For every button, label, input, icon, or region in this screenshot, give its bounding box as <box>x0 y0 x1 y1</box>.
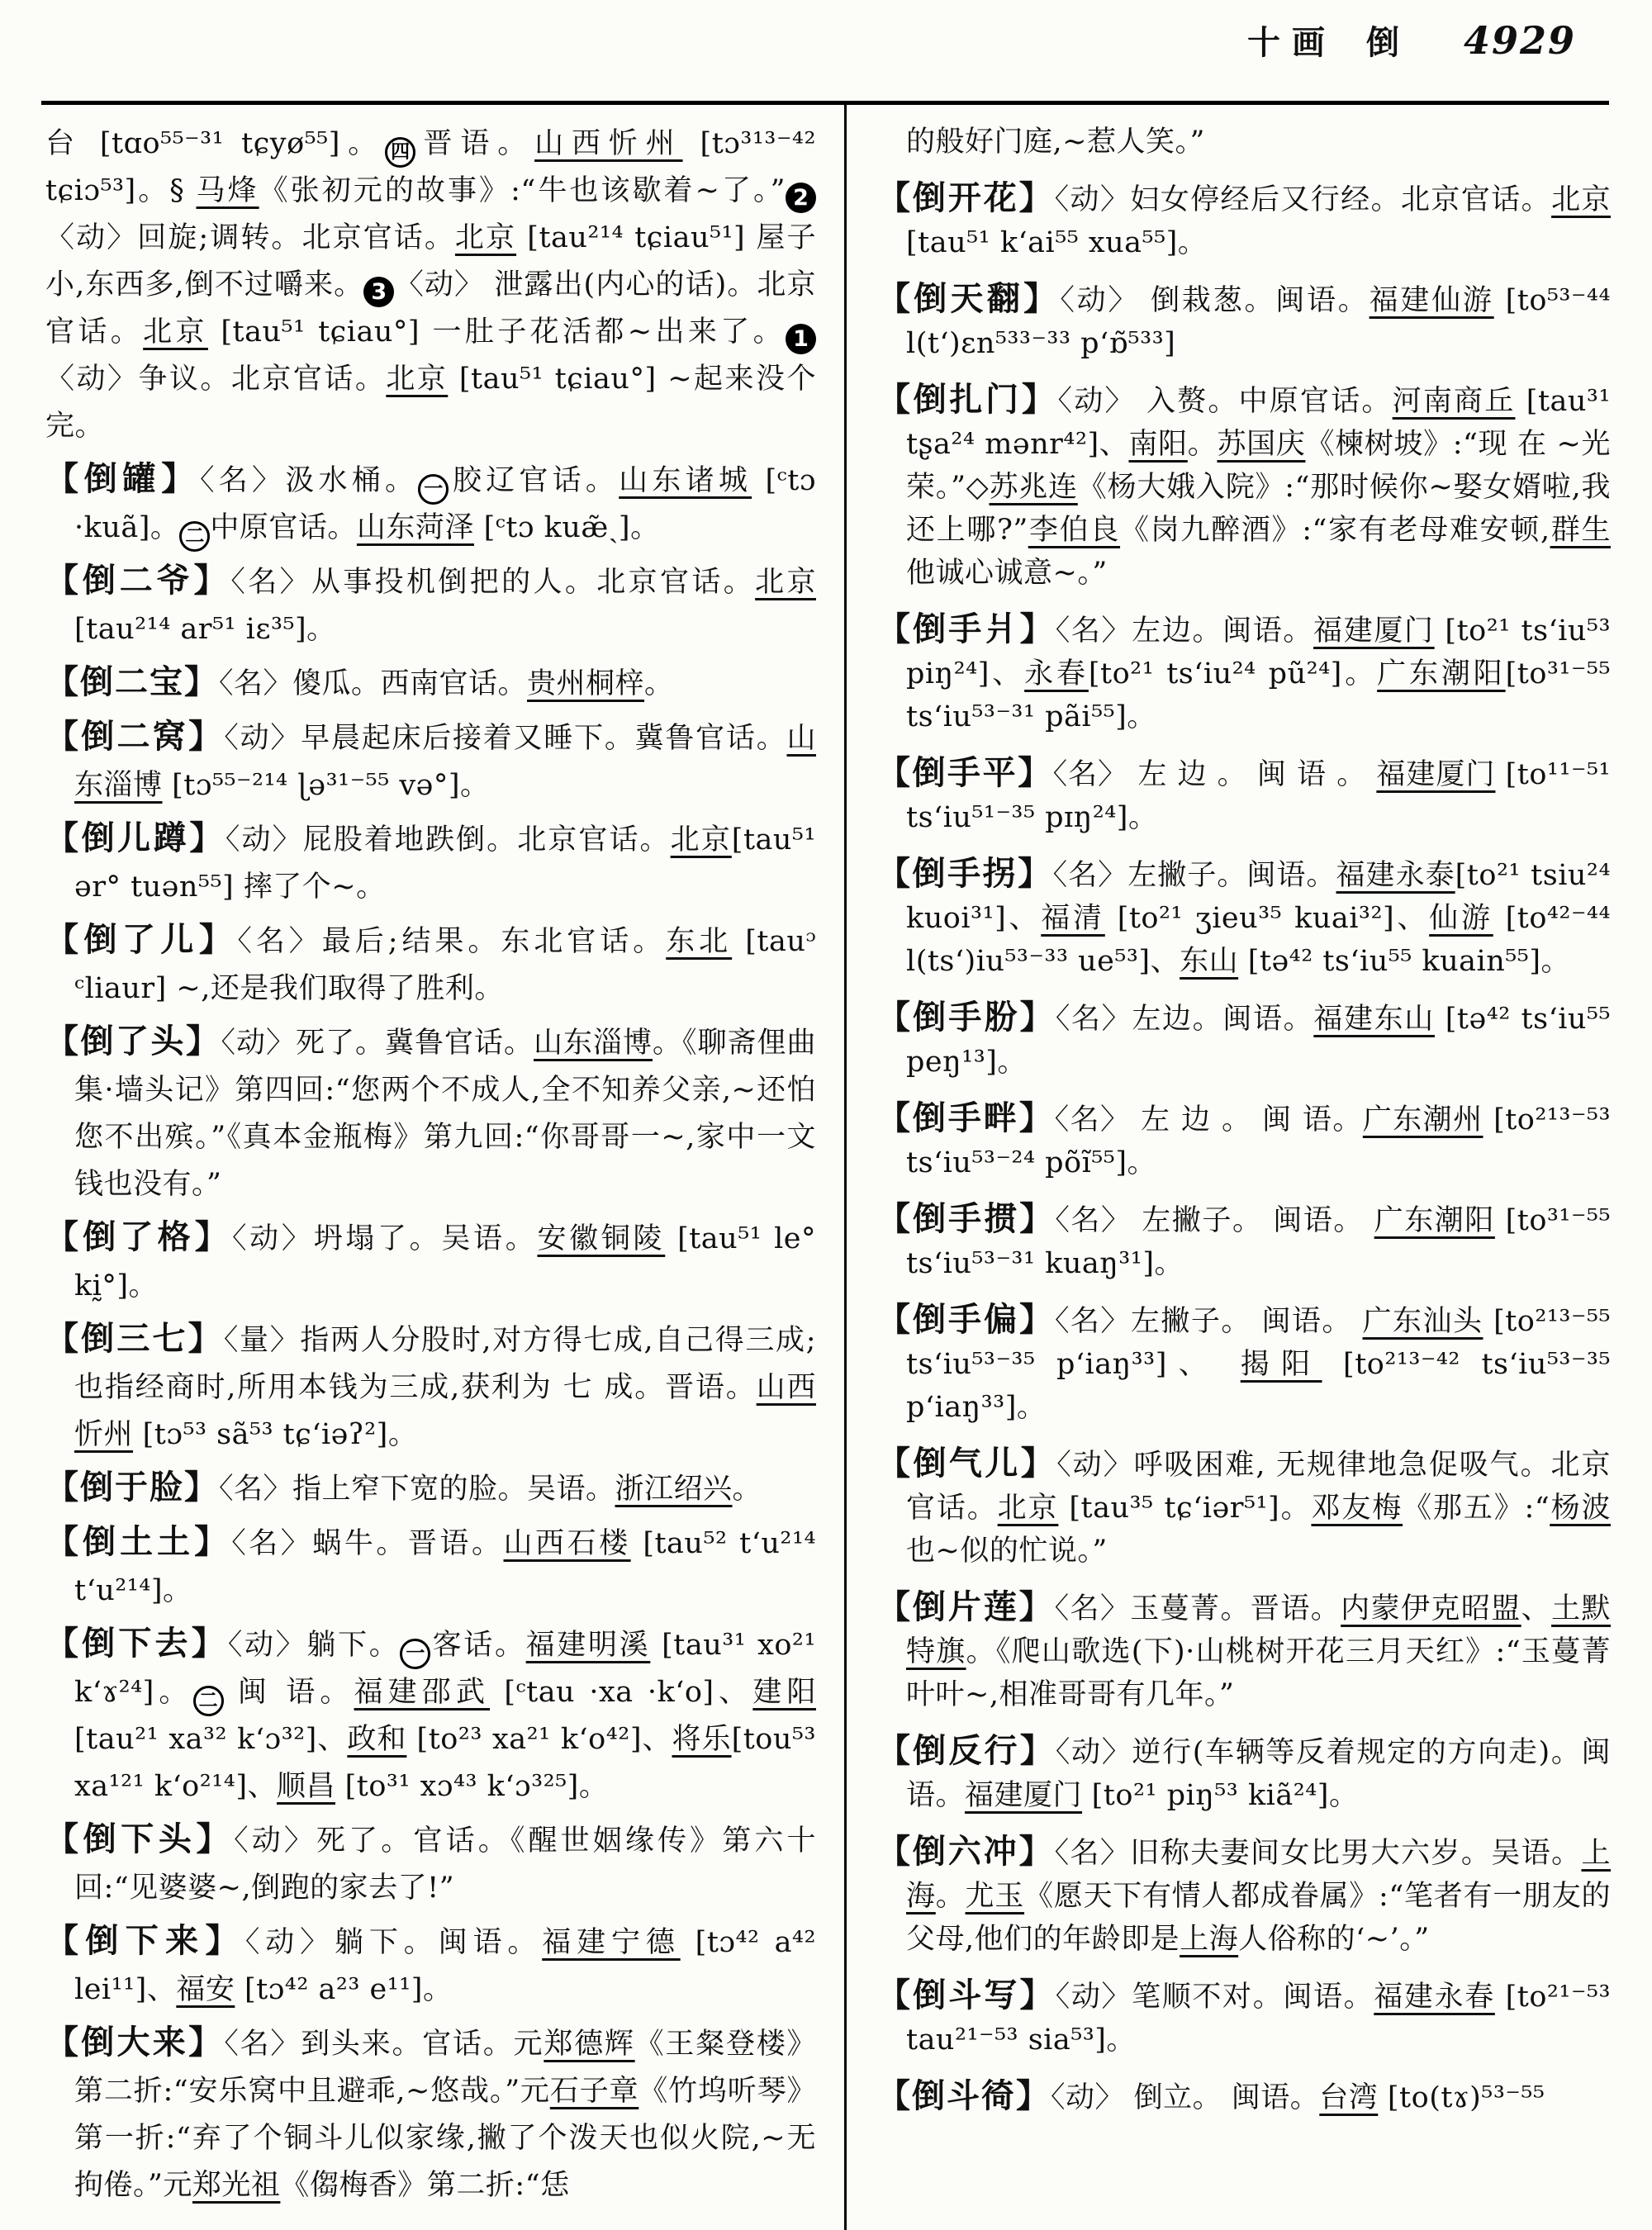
text-run: 〈动〉回旋;调转。北京官话。 <box>45 221 455 254</box>
right-column <box>877 121 1611 2133</box>
dictionary-entry <box>45 916 816 1013</box>
text-run: 胶辽官话。 <box>449 464 620 497</box>
text-run: [tau⁵² t‘u²¹⁴ t‘u²¹⁴]。 <box>74 1527 817 1607</box>
top-rule <box>41 101 1609 105</box>
text-run: [tɔ³¹³⁻⁴² tɕiɔ⁵³]。§ <box>45 127 816 207</box>
text-run: 《岗九醉酒》:“家有老母难安顿, <box>1120 514 1550 547</box>
text-run: [ᶜtau ·xa ·k‘o]、 <box>490 1676 753 1709</box>
text-run: 〈动〉笔顺不对。闽语。 <box>1055 1981 1374 2014</box>
proper-name-underlined: 建阳 <box>752 1676 816 1709</box>
entry-headword: 【倒斗徛】 <box>877 2076 1051 2115</box>
entry-headword: 【倒反行】 <box>877 1731 1056 1770</box>
dictionary-entry <box>45 1518 816 1615</box>
text-run: [tou⁵³ xa¹²¹ k‘o²¹⁴]、 <box>74 1723 816 1803</box>
text-run: 〈动〉妇女停经后又行经。北京官话。 <box>1054 183 1552 216</box>
proper-name-underlined: 土默特旗 <box>906 1592 1611 1668</box>
text-run: 《张初元的故事》:“牛也该歇着~了。” <box>259 174 786 207</box>
proper-name-underlined: 尤玉 <box>965 1880 1025 1913</box>
subsense-circled-number: 四 <box>385 137 415 168</box>
proper-name-underlined: 揭阳 <box>1240 1348 1322 1381</box>
text-run: [ᶜtɔ kuæ̃ˏ]。 <box>473 511 660 544</box>
text-run: 〈动〉 倒栽葱。闽语。 <box>1060 284 1370 317</box>
text-run: [to²¹ ts‘iu²⁴ pũ²⁴]。 <box>1088 657 1378 690</box>
text-run: [to¹¹⁻⁵¹ ts‘iu⁵¹⁻³⁵ pɪŋ²⁴]。 <box>906 758 1612 834</box>
dictionary-entry <box>45 455 816 552</box>
entry-headword: 【倒手拐】 <box>877 854 1053 893</box>
text-run: [tɔ⁵³ sã⁵³ tɕ‘iəʔ²]。 <box>133 1418 418 1451</box>
text-run: [to²¹³⁻⁴² ts‘iu⁵³⁻³⁵ p‘iaŋ³³]。 <box>906 1348 1611 1424</box>
entry-headword: 【倒下去】 <box>45 1624 228 1663</box>
text-run: [to²¹³⁻⁵⁵ ts‘iu⁵³⁻³⁵ p‘iaŋ³³]、 <box>906 1305 1611 1381</box>
entry-headword: 【倒手掼】 <box>877 1199 1056 1238</box>
proper-name-underlined: 安徽铜陵 <box>537 1222 666 1255</box>
proper-name-underlined: 福安 <box>176 1973 235 2006</box>
text-run: 〈名〉左撇子。闽语。 <box>1052 859 1336 892</box>
text-run: [tɔ⁵⁵⁻²¹⁴ ɭə³¹⁻⁵⁵ və°]。 <box>162 769 490 802</box>
text-run: 〈名〉指上窄下宽的脸。吴语。 <box>219 1473 615 1506</box>
entry-headword: 【倒罐】 <box>45 459 200 498</box>
text-run: 。 <box>1187 428 1218 461</box>
proper-name-underlined: 福建明溪 <box>525 1629 651 1662</box>
proper-name-underlined: 杨波 <box>1550 1492 1611 1525</box>
proper-name-underlined: 山东诸城 <box>619 464 752 497</box>
text-run: [to²¹ ʒieu³⁵ kuai³²]、 <box>1104 902 1430 935</box>
entry-headword: 【倒了头】 <box>45 1022 221 1060</box>
text-run: 〈动〉早晨起床后接着又睡下。冀鲁官话。 <box>224 722 787 755</box>
entry-headword: 【倒片莲】 <box>877 1587 1055 1626</box>
text-run: 《那五》:“ <box>1403 1492 1550 1525</box>
text-run: [to³¹⁻⁵⁵ ts‘iu⁵³⁻³¹ kuaŋ³¹]。 <box>906 1204 1611 1280</box>
text-run: 〈名〉左边。闽语。 <box>1055 1003 1314 1036</box>
text-run: [to³¹ xɔ⁴³ k‘ɔ³²⁵]。 <box>335 1770 609 1803</box>
proper-name-underlined: 顺昌 <box>276 1770 335 1803</box>
entry-headword: 【倒六冲】 <box>877 1832 1055 1871</box>
text-run: 他诚心诚意~。” <box>906 557 1108 590</box>
text-run: 〈动〉 入赘。中原官话。 <box>1057 385 1393 418</box>
text-run: 〈名〉左撇子。 闽语。 <box>1054 1305 1363 1338</box>
left-column <box>45 121 816 2214</box>
proper-name-underlined: 群生 <box>1550 514 1611 547</box>
proper-name-underlined: 永春 <box>1024 657 1089 690</box>
proper-name-underlined: 福清 <box>1041 902 1105 935</box>
proper-name-underlined: 福建厦门 <box>965 1779 1083 1812</box>
proper-name-underlined: 上海 <box>1180 1923 1239 1956</box>
proper-name-underlined: 福建厦门 <box>1313 614 1435 648</box>
header-section-label: 十画 <box>1246 23 1336 62</box>
dictionary-entry <box>877 1298 1611 1429</box>
text-run: [tə⁴² ts‘iu⁵⁵ peŋ¹³]。 <box>906 1003 1611 1079</box>
subsense-circled-number: 一 <box>418 474 449 505</box>
proper-name-underlined: 山西忻州 <box>534 127 683 160</box>
entry-headword: 【倒二宝】 <box>45 662 219 701</box>
entry-headword: 【倒二爷】 <box>45 561 231 600</box>
dictionary-entry <box>45 1815 816 1912</box>
text-run: 也~似的忙说。” <box>906 1535 1108 1568</box>
text-run: 〈动〉 倒立。 闽语。 <box>1051 2081 1320 2114</box>
proper-name-underlined: 福建永春 <box>1374 1981 1495 2014</box>
text-run: 。《聊斋俚曲集·墙头记》第四回:“您两个不成人,全不知养父亲,~还怕您不出殡。”《真本金瓶梅》第九回:“你哥哥一~,家中一文钱也没有。” <box>74 1027 816 1201</box>
text-run: [tauᵓ ᶜliaur] ~,还是我们取得了胜利。 <box>74 925 816 1005</box>
text-run: 的般好门庭,~惹人笑。” <box>906 126 1205 159</box>
text-run: 〈名〉旧称夫妻间女比男大六岁。吴语。 <box>1054 1837 1582 1870</box>
sense-number-badge: 2 <box>786 183 816 213</box>
text-run: [to⁵³⁻⁴⁴ l(t‘)ɛn⁵³³⁻³³ p‘ɒ̃⁵³³] <box>906 284 1611 360</box>
proper-name-underlined: 苏国庆 <box>1217 428 1306 461</box>
text-run: 。《爬山歌选(下)·山桃树开花三月天红》:“玉蔓菁叶叶~,相准哥哥有几年。” <box>906 1635 1611 1711</box>
text-run: [tə⁴² ts‘iu⁵⁵ kuain⁵⁵]。 <box>1238 945 1570 978</box>
text-run: 〈名〉 左 边 。 闽 语。 <box>1054 1103 1363 1136</box>
entry-headword: 【倒了格】 <box>45 1217 232 1256</box>
proper-name-underlined: 山东淄博 <box>74 722 816 802</box>
text-run: [tau⁵¹ le° kḭ°]。 <box>74 1222 816 1302</box>
text-run: 台 [tɑo⁵⁵⁻³¹ tɕyø⁵⁵]。 <box>45 127 386 160</box>
proper-name-underlined: 福建永泰 <box>1336 859 1455 892</box>
page-header <box>1247 17 1576 64</box>
proper-name-underlined: 贵州桐梓 <box>527 667 645 700</box>
text-run: 〈动〉 泄露出(内心的话)。北京官话。 <box>45 268 816 349</box>
proper-name-underlined: 东北 <box>666 925 733 958</box>
entry-headword: 【倒于脸】 <box>45 1468 219 1506</box>
proper-name-underlined: 广东潮阳 <box>1374 1204 1495 1237</box>
dictionary-entry <box>45 2019 816 2209</box>
text-run: [tau²¹⁴ tɕiau⁵¹] 屋子小,东西多,倒不过嚼来。 <box>45 221 816 301</box>
text-run: 晋语。 <box>415 127 535 160</box>
dictionary-entry <box>45 814 816 911</box>
dictionary-entry <box>45 557 816 653</box>
text-run: 《竹坞听琴》第一折:“弃了个铜斗儿似家缘,撇了个泼天也似火院,~无拘倦。”元 <box>74 2075 816 2202</box>
subsense-circled-number: 二 <box>193 1686 224 1716</box>
proper-name-underlined: 马烽 <box>196 174 259 207</box>
text-run: [to²¹ tsiu²⁴ kuoi³¹]、 <box>906 859 1611 935</box>
text-run: 〈名〉蜗牛。晋语。 <box>231 1527 504 1560</box>
subsense-circled-number: 一 <box>400 1639 430 1669</box>
proper-name-underlined: 北京 <box>454 221 517 254</box>
sense-number-badge: 1 <box>786 324 816 354</box>
text-run: 。 <box>732 1473 762 1506</box>
text-run: [to²¹ ts‘iu⁵³ piŋ²⁴]、 <box>906 614 1611 690</box>
text-run: 闽 语。 <box>223 1676 354 1709</box>
dictionary-entry <box>877 177 1611 264</box>
dictionary-entry <box>877 1974 1611 2062</box>
text-run: [to³¹⁻⁵⁵ ts‘iu⁵³⁻³¹ pãi⁵⁵]。 <box>906 657 1611 733</box>
text-run: 〈名〉傻瓜。西南官话。 <box>219 667 528 700</box>
dictionary-entry <box>877 1830 1611 1961</box>
dictionary-entry <box>877 852 1611 983</box>
dictionary-entry <box>877 278 1611 365</box>
entry-headword: 【倒天翻】 <box>877 279 1061 318</box>
proper-name-underlined: 山西忻州 <box>74 1371 816 1451</box>
header-character: 倒 <box>1365 23 1399 62</box>
proper-name-underlined: 邓友梅 <box>1311 1492 1403 1525</box>
text-run: [to⁴²⁻⁴⁴ l(ts‘)iu⁵³⁻³³ ue⁵³]、 <box>906 902 1611 978</box>
proper-name-underlined: 山西石楼 <box>503 1527 631 1560</box>
proper-name-underlined: 河南商丘 <box>1392 385 1516 418</box>
dictionary-entry <box>877 1586 1611 1716</box>
entry-headword: 【倒手平】 <box>877 753 1053 792</box>
text-run: 〈名〉 左 边 。 闽 语 。 <box>1052 758 1377 791</box>
text-run: 〈动〉逆行(车辆等反着规定的方向走)。闽语。 <box>906 1736 1612 1812</box>
proper-name-underlined: 北京 <box>670 823 732 856</box>
text-run: [tau³¹ xo²¹ k‘ɤ²⁴]。 <box>74 1629 816 1709</box>
subsense-circled-number: 二 <box>179 521 210 552</box>
text-run: [to²¹⁻⁵³ tau²¹⁻⁵³ sia⁵³]。 <box>906 1981 1611 2057</box>
text-run: 、 <box>1521 1592 1552 1625</box>
text-run: 《㑳梅香》第二折:“恁 <box>280 2169 570 2202</box>
text-run: 〈动〉争议。北京官话。 <box>45 363 387 396</box>
entry-headword: 【倒气儿】 <box>877 1444 1057 1483</box>
text-run: 〈动〉躺下。闽语。 <box>244 1926 543 1959</box>
entry-headword: 【倒土土】 <box>45 1522 232 1561</box>
proper-name-underlined: 苏兆连 <box>989 471 1078 504</box>
text-run: 〈名〉玉蔓菁。晋语。 <box>1054 1592 1341 1625</box>
entry-headword: 【倒了儿】 <box>45 920 238 959</box>
text-run: 〈名〉汲水桶。 <box>199 464 419 497</box>
text-run: 〈动〉坍塌了。吴语。 <box>231 1222 538 1255</box>
proper-name-underlined: 郑光祖 <box>192 2169 281 2202</box>
entry-headword: 【倒下头】 <box>45 1820 235 1858</box>
dictionary-entry <box>45 1620 816 1810</box>
text-run: 〈动〉呼吸困难, 无规律地急促吸气。北京官话。 <box>906 1449 1611 1525</box>
text-run: [to(tɤ)⁵³⁻⁵⁵ <box>1378 2081 1545 2114</box>
dictionary-entry <box>45 713 816 809</box>
text-run: 《杨大娥入院》:“那时候你~娶女婿啦,我还上哪?” <box>906 471 1611 547</box>
dictionary-entry <box>45 658 816 708</box>
text-run: 客话。 <box>430 1629 526 1662</box>
dictionary-entry <box>877 608 1611 738</box>
proper-name-underlined: 北京 <box>755 566 816 599</box>
text-run: [tau²¹⁴ ar⁵¹ iɛ³⁵]。 <box>74 613 336 646</box>
proper-name-underlined: 北京 <box>143 316 208 349</box>
column-divider <box>844 105 847 2230</box>
text-run: [tau³¹ tʂa²⁴ mənr⁴²]、 <box>906 385 1611 461</box>
text-run: 〈名〉到头来。官话。元 <box>224 2028 544 2061</box>
text-run: [tau⁵¹ tɕiau°] ~起来没个完。 <box>45 363 816 443</box>
dictionary-entry <box>45 1917 816 2014</box>
entry-headword: 【倒开花】 <box>877 178 1055 217</box>
text-run: [ᶜtɔ ·kuã]。 <box>74 464 816 544</box>
dictionary-entry <box>45 1018 816 1208</box>
text-run: 〈名〉 左撇子。 闽语。 <box>1055 1204 1374 1237</box>
entry-headword: 【倒下来】 <box>45 1921 245 1960</box>
proper-name-underlined: 广东潮州 <box>1362 1103 1483 1136</box>
text-run: [to²¹ piŋ⁵³ kiã²⁴]。 <box>1082 1779 1359 1812</box>
proper-name-underlined: 东山 <box>1180 945 1239 978</box>
text-run: [tau²¹ xa³² k‘ɔ³²]、 <box>74 1723 348 1756</box>
text-run: 《王粲登楼》第二折:“安乐窝中且避乖,~悠哉。”元 <box>74 2028 816 2108</box>
entry-headword: 【倒儿蹲】 <box>45 818 225 857</box>
entry-headword: 【倒大来】 <box>45 2023 225 2062</box>
proper-name-underlined: 浙江绍兴 <box>615 1473 733 1506</box>
proper-name-underlined: 福建宁德 <box>542 1926 681 1959</box>
proper-name-underlined: 南阳 <box>1128 428 1188 461</box>
dictionary-entry <box>877 378 1611 595</box>
text-run: 〈动〉死了。冀鲁官话。 <box>221 1027 534 1060</box>
text-run: 〈动〉屁股着地跌倒。北京官话。 <box>225 823 671 856</box>
text-run: 〈动〉躺下。 <box>227 1629 401 1662</box>
proper-name-underlined: 山东淄博 <box>533 1027 653 1060</box>
dictionary-entry <box>45 1464 816 1513</box>
text-run: 《愿天下有情人都成眷属》:“笔者有一朋友的父母,他们的年龄即是 <box>906 1880 1611 1956</box>
text-run: [tau³⁵ tɕ‘iər⁵¹]。 <box>1058 1492 1312 1525</box>
proper-name-underlined: 政和 <box>347 1723 407 1756</box>
text-run: 〈量〉指两人分股时,对方得七成,自己得三成;也指经商时,所用本钱为三成,获利为 七 成。晋语。 <box>74 1324 817 1404</box>
text-run: [tau⁵¹ ər° tuən⁵⁵] 摔了个~。 <box>74 823 816 904</box>
proper-name-underlined: 内蒙伊克昭盟 <box>1341 1592 1521 1625</box>
proper-name-underlined: 李伯良 <box>1028 514 1121 547</box>
entry-headword: 【倒手爿】 <box>877 610 1056 648</box>
text-run: 。 <box>644 667 674 700</box>
dictionary-entry <box>45 1315 816 1459</box>
text-run: 〈动〉死了。官话。《醒世姻缘传》第六十回:“见婆婆~,倒跑的家去了!” <box>74 1824 816 1905</box>
entry-headword: 【倒手肦】 <box>877 998 1056 1037</box>
proper-name-underlined: 广东汕头 <box>1362 1305 1483 1338</box>
proper-name-underlined: 北京 <box>1551 183 1611 216</box>
text-run: [tɔ⁴² a²³ e¹¹]。 <box>235 1973 453 2006</box>
entry-headword: 【倒二窝】 <box>45 717 225 756</box>
text-run: 〈名〉从事投机倒把的人。北京官话。 <box>230 566 756 599</box>
proper-name-underlined: 上海 <box>906 1837 1611 1913</box>
text-run: 人俗称的‘~’。” <box>1238 1923 1430 1956</box>
entry-headword: 【倒手偏】 <box>877 1300 1055 1339</box>
text-run: [tau⁵¹ k‘ai⁵⁵ xua⁵⁵]。 <box>906 226 1208 259</box>
proper-name-underlined: 山东菏泽 <box>356 511 474 544</box>
dictionary-entry <box>877 996 1611 1084</box>
entry-headword: 【倒斗写】 <box>877 1976 1056 2014</box>
entry-headword: 【倒三七】 <box>45 1319 224 1358</box>
entry-headword: 【倒手畔】 <box>877 1098 1055 1137</box>
continuation-paragraph <box>45 121 816 450</box>
proper-name-underlined: 郑德辉 <box>544 2028 635 2061</box>
dictionary-entry <box>877 1729 1611 1817</box>
sense-number-badge: 3 <box>363 277 394 307</box>
proper-name-underlined: 福建厦门 <box>1376 758 1496 791</box>
dictionary-entry <box>877 1097 1611 1184</box>
proper-name-underlined: 广东潮阳 <box>1377 657 1506 690</box>
proper-name-underlined: 台湾 <box>1319 2081 1379 2114</box>
proper-name-underlined: 福建东山 <box>1313 1003 1435 1036</box>
dictionary-entry <box>45 1213 816 1310</box>
dictionary-entry <box>877 1198 1611 1285</box>
header-page-number: 4929 <box>1463 18 1576 63</box>
text-run: [to²³ xa²¹ k‘o⁴²]、 <box>406 1723 672 1756</box>
dictionary-entry <box>877 2075 1611 2119</box>
proper-name-underlined: 北京 <box>386 363 449 396</box>
dictionary-entry <box>877 1442 1611 1573</box>
continuation-paragraph <box>877 121 1611 164</box>
text-run: [tau⁵¹ tɕiau°] 一肚子花活都~出来了。 <box>207 316 786 349</box>
proper-name-underlined: 福建邵武 <box>354 1676 491 1709</box>
text-run: 《楝树坡》:“现 在 ~光荣。”◇ <box>906 428 1611 504</box>
proper-name-underlined: 将乐 <box>672 1723 732 1756</box>
text-run: [tɔ⁴² a⁴² lei¹¹]、 <box>74 1926 816 2006</box>
entry-headword: 【倒扎门】 <box>877 380 1058 419</box>
text-run: 中原官话。 <box>210 511 357 544</box>
proper-name-underlined: 福建仙游 <box>1369 284 1494 317</box>
text-run: [to²¹³⁻⁵³ ts‘iu⁵³⁻²⁴ põĩ⁵⁵]。 <box>906 1103 1611 1179</box>
text-run: 。 <box>935 1880 966 1913</box>
dictionary-entry <box>877 752 1611 839</box>
text-run: 〈名〉最后;结果。东北官话。 <box>237 925 667 958</box>
proper-name-underlined: 北京 <box>997 1492 1059 1525</box>
proper-name-underlined: 仙游 <box>1429 902 1493 935</box>
proper-name-underlined: 石子章 <box>549 2075 639 2108</box>
text-run: 〈名〉左边。闽语。 <box>1055 614 1314 648</box>
